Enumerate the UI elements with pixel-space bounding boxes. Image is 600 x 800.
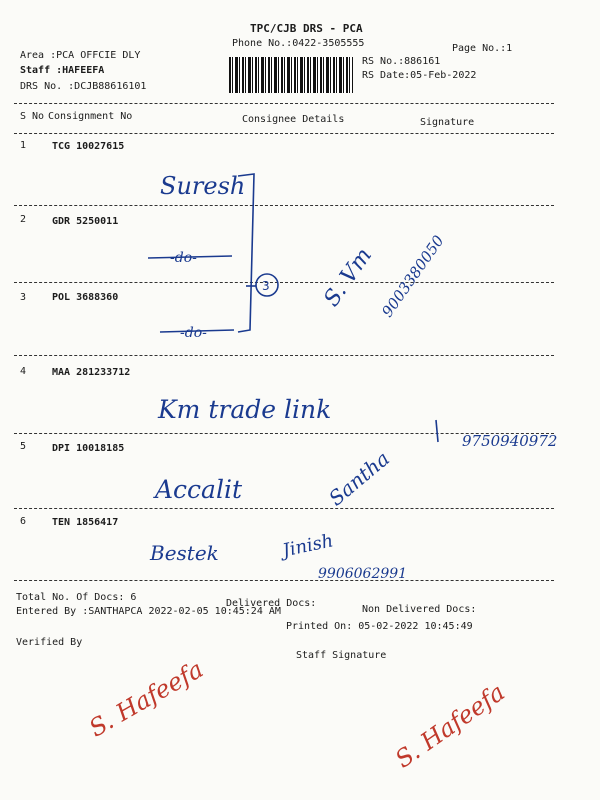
row-divider bbox=[14, 282, 554, 283]
handwritten-phone: 9750940972 bbox=[462, 432, 558, 450]
row-divider bbox=[14, 580, 554, 581]
handwritten-consignee: Km trade link bbox=[158, 395, 332, 424]
handwritten-signature: S. Vm bbox=[319, 243, 378, 312]
verified-by-label: Verified By bbox=[16, 637, 83, 648]
non-delivered-docs: Non Delivered Docs: bbox=[362, 604, 477, 615]
circled-mark bbox=[256, 274, 278, 296]
handwritten-signature: Jinish bbox=[280, 530, 336, 562]
verifier-signature: S. Hafeefa bbox=[84, 654, 208, 743]
col-sno: S No bbox=[20, 111, 45, 122]
row-consignment: POL 3688360 bbox=[52, 292, 119, 303]
staff-signature-label: Staff Signature bbox=[296, 650, 387, 661]
delivered-docs: Delivered Docs: bbox=[226, 598, 317, 609]
phone-number: Phone No.:0422-3505555 bbox=[232, 38, 365, 49]
divider bbox=[14, 133, 554, 134]
row-sno: 1 bbox=[20, 140, 27, 151]
drs-number: DRS No. :DCJB88616101 bbox=[20, 81, 147, 92]
rs-date: RS Date:05-Feb-2022 bbox=[362, 70, 477, 81]
row-consignment: TEN 1856417 bbox=[52, 517, 119, 528]
total-docs: Total No. Of Docs: 6 bbox=[16, 592, 137, 603]
row-sno: 5 bbox=[20, 441, 27, 452]
row-divider bbox=[14, 205, 554, 206]
entered-by: Entered By :SANTHAPCA 2022-02-05 10:45:24 AM bbox=[16, 606, 281, 617]
ditto-line bbox=[160, 330, 234, 332]
printed-on: Printed On: 05-02-2022 10:45:49 bbox=[286, 621, 473, 632]
row-consignment: TCG 10027615 bbox=[52, 141, 125, 152]
row-consignment: DPI 10018185 bbox=[52, 443, 125, 454]
handwritten-suresh: Suresh bbox=[160, 172, 246, 200]
circled-number: 3 bbox=[262, 279, 270, 293]
row-divider bbox=[14, 355, 554, 356]
divider bbox=[14, 103, 554, 104]
rs-number: RS No.:886161 bbox=[362, 56, 441, 67]
col-consignment: Consignment No bbox=[48, 111, 133, 122]
col-signature: Signature bbox=[420, 117, 475, 128]
handwritten-consignee: Bestek bbox=[150, 541, 219, 565]
bracket-mark bbox=[238, 174, 254, 332]
row-sno: 3 bbox=[20, 292, 27, 303]
handwritten-consignee: Accalit bbox=[155, 475, 242, 504]
col-consignee: Consignee Details bbox=[242, 114, 345, 125]
row-consignment: MAA 281233712 bbox=[52, 367, 131, 378]
area-label: Area :PCA OFFCIE DLY bbox=[20, 50, 141, 61]
handwritten-phone: 9003380050 bbox=[378, 231, 448, 321]
row-sno: 2 bbox=[20, 214, 27, 225]
ditto-line bbox=[148, 256, 232, 258]
staff-signature: S. Hafeefa bbox=[390, 678, 510, 774]
barcode bbox=[229, 57, 353, 93]
row-divider bbox=[14, 508, 554, 509]
staff-label: Staff :HAFEEFA bbox=[20, 65, 105, 76]
row-sno: 6 bbox=[20, 516, 27, 527]
handwritten-ditto: -do- bbox=[180, 325, 207, 341]
row-consignment: GDR 5250011 bbox=[52, 216, 119, 227]
page-number: Page No.:1 bbox=[452, 43, 513, 54]
handwritten-phone: 9906062991 bbox=[318, 566, 408, 582]
row-divider bbox=[14, 433, 554, 434]
row-sno: 4 bbox=[20, 366, 27, 377]
handwritten-signature: Santha bbox=[324, 446, 395, 511]
handwritten-ditto: -do- bbox=[170, 250, 197, 266]
document-title: TPC/CJB DRS - PCA bbox=[250, 22, 363, 35]
tick-mark bbox=[436, 420, 438, 442]
